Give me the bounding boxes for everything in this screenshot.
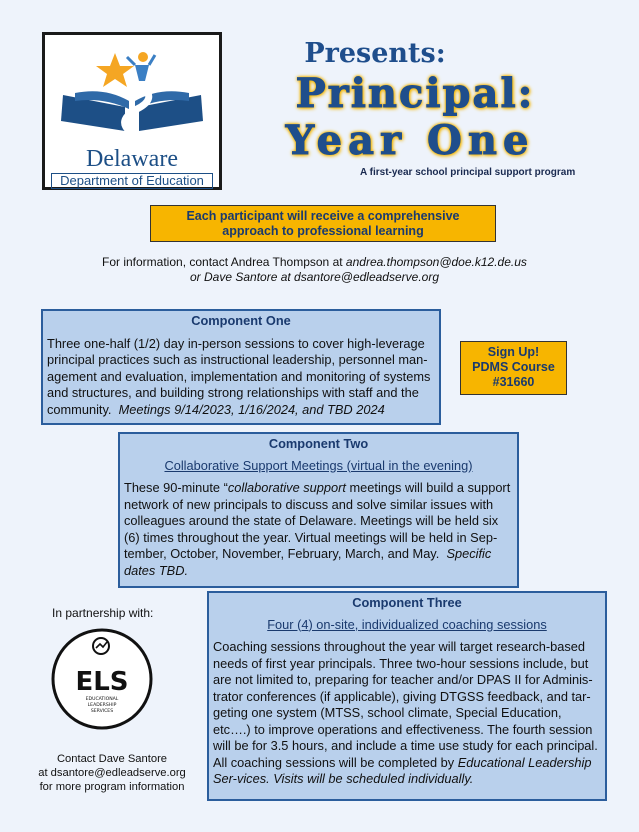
component-two-title: Component Two — [268, 436, 369, 451]
presents-heading: Presents: — [304, 38, 446, 69]
contact-prefix: For information, contact Andrea Thompson at — [102, 255, 346, 269]
highlight-line-2: approach to professional learning — [222, 224, 424, 238]
component-three-subtitle: Four (4) on-site, individualized coaching sessions — [267, 616, 547, 632]
logo-state-name: Delaware — [86, 146, 178, 172]
tagline: A first-year school principal support program — [360, 167, 576, 178]
partnership-label: In partnership with: — [52, 606, 154, 620]
els-abbr: ELS — [75, 667, 129, 697]
component-two-dates: Specific dates TBD. — [124, 546, 492, 578]
contact-email-andrea[interactable]: andrea.thompson@doe.k12.de.us — [345, 255, 527, 269]
component-two-text-post: meetings will build a support network of new principals to discuss and solve similar issues with colleagues around the state of Delaware. Meetings will be held six (6) times throughout the year. Virtual meetings will be held in Sep-tember, October, November, February, March, and May. — [124, 480, 511, 561]
contact-line-1 — [102, 255, 527, 269]
component-one-text: Three one-half (1/2) day in-person sessions to cover high-leverage principal practices such as instructional leadership, personnel man-agement and evaluation, implementation and monitoring of systems and structures, and building strong relationships with staff and the community. — [47, 335, 431, 417]
component-one-title: Component One — [191, 313, 291, 328]
component-one-body — [47, 336, 435, 419]
component-one-dates: Meetings 9/14/2023, 1/16/2024, and TBD 2024 — [118, 401, 385, 417]
els-line-3: SERVICES — [90, 709, 114, 714]
component-two-text-pre: These 90-minute “ — [124, 480, 228, 495]
title-line-1: Principal: — [295, 70, 535, 117]
component-two-text-em: collaborative support — [227, 480, 346, 495]
signup-line-1: Sign Up! — [487, 345, 540, 359]
contact-line-2: or Dave Santore at dsantore@edleadserve.org — [190, 270, 439, 284]
signup-line-3: #31660 — [492, 375, 535, 389]
els-logo — [50, 627, 154, 731]
component-two-subtitle: Collaborative Support Meetings (virtual in the evening) — [164, 457, 473, 473]
els-contact-line-1: Contact Dave Santore — [56, 753, 168, 765]
component-three-text: Coaching sessions throughout the year will target research-based needs of first year principals. Three two-hour sessions include, but are not limited to, preparing for teacher and/or DPAS II for Adminis-trator conferences (if applicable), giving DTGSS feedback, and tar-geting one system (MTSS, school climate, Special Education, etc….) to improve operations and effectiveness. The fourth session will be for 3.5 hours, and include a time use study for each principal. All coaching sessions will be completed by — [213, 639, 598, 770]
delaware-doe-logo — [42, 32, 222, 190]
component-three-box — [207, 591, 607, 801]
component-two-body — [124, 480, 513, 579]
els-line-2: LEADERSHIP — [87, 703, 117, 708]
component-two-box — [118, 432, 519, 588]
highlight-box — [150, 205, 496, 242]
els-contact-line-3: for more program information — [39, 781, 185, 793]
title-line-2: Year One — [285, 117, 535, 164]
component-three-text-em: Educational Leadership Ser-vices. Visits will be scheduled individually. — [213, 754, 592, 786]
els-contact — [37, 752, 187, 794]
component-three-body — [213, 639, 601, 788]
els-line-1: EDUCATIONAL — [85, 697, 119, 702]
signup-line-2: PDMS Course — [472, 360, 555, 374]
signup-box — [460, 341, 567, 395]
els-contact-line-2[interactable]: at dsantore@edleadserve.org — [38, 767, 186, 779]
book-star-emblem-icon — [45, 35, 219, 147]
component-one-box — [41, 309, 441, 425]
els-circle-icon — [50, 627, 154, 731]
logo-department: Department of Education — [51, 173, 213, 189]
component-three-title: Component Three — [352, 595, 462, 610]
highlight-line-1: Each participant will receive a comprehensive — [186, 209, 460, 223]
